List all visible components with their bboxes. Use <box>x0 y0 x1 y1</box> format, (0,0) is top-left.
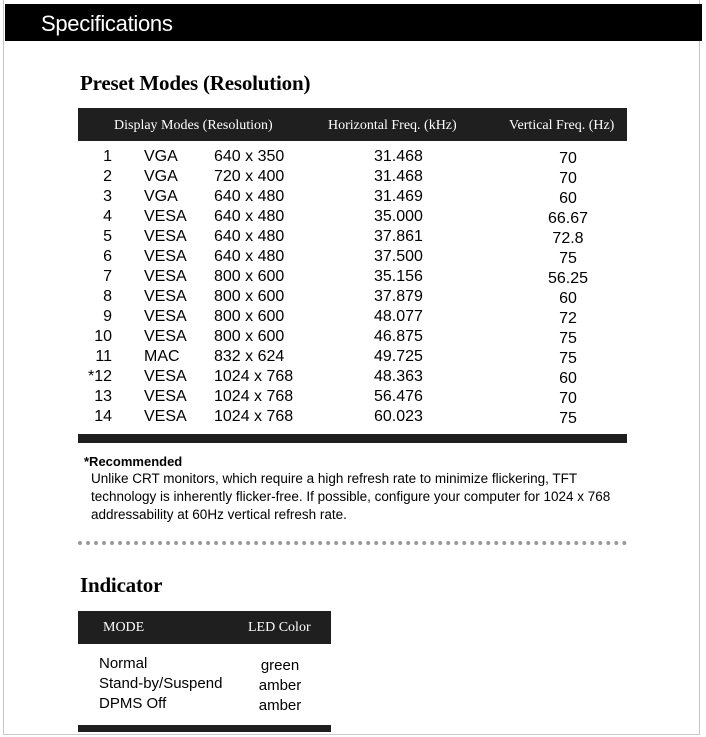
mode-resolution: 800 x 600 <box>214 288 285 305</box>
mode-resolution: 720 x 400 <box>214 168 285 185</box>
table-row <box>78 188 627 208</box>
note-body: Unlike CRT monitors, which require a high refresh rate to minimize flickering, TFT technology is inherently flicker-free. If possible, configure your computer for 1024 x 768 addressability at 60Hz vertical refresh rate. <box>91 471 611 522</box>
horizontal-frequency: 49.725 <box>374 348 423 365</box>
vertical-frequency: 70 <box>559 150 577 167</box>
vertical-frequency: 75 <box>559 410 577 427</box>
mode-resolution: 800 x 600 <box>214 268 285 285</box>
table-row <box>78 148 627 168</box>
mode-number: 10 <box>94 328 112 345</box>
table-row <box>78 288 627 308</box>
table-row <box>78 168 627 188</box>
indicator-table-footer-bar <box>78 725 331 732</box>
horizontal-frequency: 48.363 <box>374 368 423 385</box>
mode-number: 3 <box>103 188 112 205</box>
mode-resolution: 640 x 350 <box>214 148 285 165</box>
preset-modes-title: Preset Modes (Resolution) <box>80 71 311 95</box>
column-header-horizontal-freq: Horizontal Freq. (kHz) <box>328 118 457 133</box>
horizontal-frequency: 37.500 <box>374 248 423 265</box>
mode-standard: VGA <box>144 168 178 185</box>
recommendation-note <box>84 453 629 522</box>
mode-standard: VESA <box>144 368 187 385</box>
mode-standard: VESA <box>144 228 187 245</box>
column-header-display-modes: Display Modes (Resolution) <box>114 118 273 133</box>
mode-resolution: 1024 x 768 <box>214 388 294 405</box>
mode-resolution: 800 x 600 <box>214 328 285 345</box>
mode-standard: VESA <box>144 408 187 425</box>
vertical-frequency: 66.67 <box>547 210 589 227</box>
table-row <box>78 208 627 228</box>
table-row <box>78 248 627 268</box>
header-bar <box>5 4 702 41</box>
vertical-frequency: 70 <box>559 170 577 187</box>
mode-number: 14 <box>94 408 112 425</box>
mode-resolution: 640 x 480 <box>214 188 285 205</box>
mode-number: 4 <box>103 208 112 225</box>
preset-table-header <box>78 108 627 141</box>
column-header-led-color: LED Color <box>248 620 311 635</box>
mode-standard: VESA <box>144 308 187 325</box>
mode-resolution: 1024 x 768 <box>214 368 294 385</box>
vertical-frequency: 72 <box>559 310 577 327</box>
mode-number: 6 <box>103 248 112 265</box>
note-title: *Recommended <box>84 454 183 469</box>
mode-resolution: 1024 x 768 <box>214 408 294 425</box>
indicator-mode: DPMS Off <box>99 695 167 712</box>
horizontal-frequency: 31.468 <box>374 148 423 165</box>
vertical-frequency: 56.25 <box>547 270 589 287</box>
vertical-frequency: 60 <box>559 290 577 307</box>
led-color: amber <box>258 697 302 714</box>
page-title: Specifications <box>41 11 173 36</box>
table-row <box>78 228 627 248</box>
preset-table-body <box>78 148 627 428</box>
mode-standard: VESA <box>144 288 187 305</box>
table-row <box>78 328 627 348</box>
led-color: green <box>260 657 300 674</box>
mode-number: 11 <box>95 348 112 365</box>
mode-standard: VESA <box>144 248 187 265</box>
mode-standard: VGA <box>144 148 178 165</box>
indicator-mode: Stand-by/Suspend <box>99 675 223 692</box>
mode-standard: MAC <box>144 348 180 365</box>
indicator-table-header <box>78 611 331 644</box>
column-header-vertical-freq: Vertical Freq. (Hz) <box>509 118 615 133</box>
horizontal-frequency: 46.875 <box>374 328 423 345</box>
led-color: amber <box>258 677 302 694</box>
vertical-frequency: 60 <box>559 190 577 207</box>
table-row <box>78 655 331 675</box>
horizontal-frequency: 37.879 <box>374 288 423 305</box>
horizontal-frequency: 31.468 <box>374 168 423 185</box>
mode-number: 8 <box>103 288 112 305</box>
table-row <box>78 268 627 288</box>
vertical-frequency: 70 <box>559 390 577 407</box>
mode-number: 1 <box>103 148 112 165</box>
vertical-frequency: 75 <box>559 330 577 347</box>
indicator-mode: Normal <box>99 655 148 672</box>
indicator-title: Indicator <box>80 573 163 597</box>
mode-standard: VESA <box>144 208 187 225</box>
mode-standard: VGA <box>144 188 178 205</box>
mode-resolution: 640 x 480 <box>214 208 285 225</box>
table-row <box>78 308 627 328</box>
vertical-frequency: 75 <box>559 350 577 367</box>
mode-number: 2 <box>103 168 112 185</box>
mode-resolution: 800 x 600 <box>214 308 285 325</box>
column-header-mode: MODE <box>103 620 145 635</box>
vertical-frequency: 72.8 <box>552 230 584 247</box>
mode-number: 9 <box>103 308 112 325</box>
table-row <box>78 408 627 428</box>
horizontal-frequency: 60.023 <box>374 408 423 425</box>
table-row <box>78 675 331 695</box>
mode-standard: VESA <box>144 388 187 405</box>
horizontal-frequency: 35.000 <box>374 208 423 225</box>
mode-number: 5 <box>103 228 112 245</box>
table-row <box>78 348 627 368</box>
table-row <box>78 695 331 715</box>
mode-number: 7 <box>103 268 112 285</box>
table-row <box>78 368 627 388</box>
horizontal-frequency: 48.077 <box>374 308 423 325</box>
vertical-frequency: 60 <box>559 370 577 387</box>
mode-number: *12 <box>87 368 112 385</box>
mode-standard: VESA <box>144 268 187 285</box>
horizontal-frequency: 56.476 <box>374 388 423 405</box>
horizontal-frequency: 35.156 <box>374 268 423 285</box>
preset-table-footer-bar <box>78 434 627 443</box>
horizontal-frequency: 37.861 <box>374 228 423 245</box>
horizontal-frequency: 31.469 <box>374 188 423 205</box>
indicator-table-body <box>78 655 331 715</box>
mode-resolution: 640 x 480 <box>214 248 285 265</box>
vertical-frequency: 75 <box>559 250 577 267</box>
mode-number: 13 <box>94 388 112 405</box>
table-row <box>78 388 627 408</box>
dotted-divider <box>78 541 627 545</box>
mode-standard: VESA <box>144 328 187 345</box>
mode-resolution: 640 x 480 <box>214 228 285 245</box>
mode-resolution: 832 x 624 <box>214 348 285 365</box>
